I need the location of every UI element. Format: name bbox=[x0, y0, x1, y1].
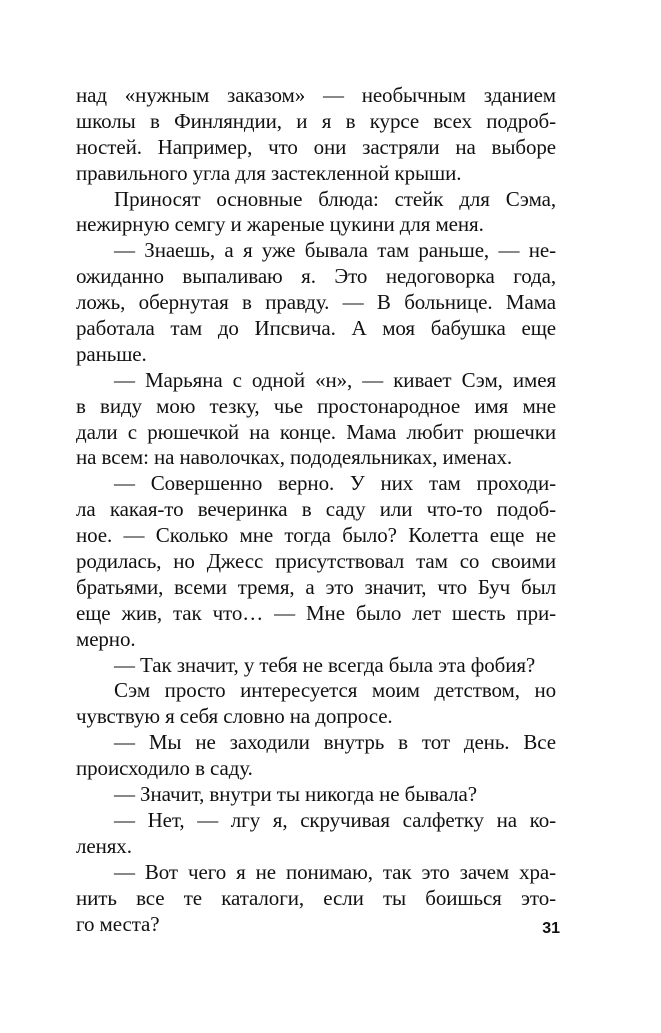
text-line: мерно. bbox=[76, 626, 136, 651]
text-line: ожиданно выпаливаю я. Это недоговорка года, bbox=[76, 264, 556, 289]
text-line: ное. — Сколько мне тогда было? Колетта еще не bbox=[76, 523, 556, 548]
text-line: на всем: на наволочках, пододеяльниках, именах. bbox=[76, 445, 513, 470]
text-line: — Так значит, у тебя не всегда была эта фобия? bbox=[114, 652, 536, 677]
text-line: правильного угла для застекленной крыши. bbox=[76, 160, 462, 185]
text-line: — Марьяна с одной «н», — кивает Сэм, имея bbox=[114, 367, 556, 392]
text-line: ла какая-то вечеринка в саду или что-то подоб- bbox=[76, 497, 556, 522]
text-line: нить все те каталоги, если ты боишься это- bbox=[76, 885, 556, 910]
text-line: — Значит, внутри ты никогда не бывала? bbox=[114, 782, 478, 807]
text-line: братьями, всеми тремя, а это значит, что Буч был bbox=[76, 574, 556, 599]
text-line: ностей. Например, что они застряли на выборе bbox=[76, 134, 556, 159]
page-number: 31 bbox=[542, 920, 560, 937]
text-line: чувствую я себя словно на допросе. bbox=[76, 704, 393, 729]
text-line: школы в Финляндии, и я в курсе всех подроб- bbox=[76, 108, 556, 133]
text-line: дали с рюшечкой на конце. Мама любит рюшечки bbox=[76, 419, 556, 444]
text-line: еще жив, так что… — Мне было лет шесть при- bbox=[76, 600, 556, 625]
text-line: раньше. bbox=[76, 341, 147, 366]
text-line: в виду мою тезку, чье простонародное имя мне bbox=[76, 393, 556, 418]
text-line: — Нет, — лгу я, скручивая салфетку на ко- bbox=[114, 807, 556, 832]
text-line: — Мы не заходили внутрь в тот день. Все bbox=[114, 730, 556, 755]
text-line: происходило в саду. bbox=[76, 756, 253, 781]
text-line: ленях. bbox=[76, 833, 132, 858]
text-line: над «нужным заказом» — необычным зданием bbox=[76, 83, 556, 107]
text-line: работала там до Ипсвича. А моя бабушка еще bbox=[76, 316, 556, 341]
text-line: Приносят основные блюда: стейк для Сэма, bbox=[114, 186, 556, 211]
text-line: — Совершенно верно. У них там проходи- bbox=[114, 471, 556, 496]
text-line: го места? bbox=[76, 911, 160, 936]
text-line: — Знаешь, а я уже бывала там раньше, — не- bbox=[114, 238, 556, 263]
text-line: нежирную семгу и жареные цукини для меня. bbox=[76, 212, 484, 237]
text-line: ложь, обернутая в правду. — В больнице. Мама bbox=[76, 290, 556, 315]
text-line: родилась, но Джесс присутствовал там со своими bbox=[76, 549, 556, 574]
page-text bbox=[76, 83, 556, 937]
text-line: Сэм просто интересуется моим детством, но bbox=[114, 678, 556, 703]
text-line: — Вот чего я не понимаю, так это зачем хра- bbox=[114, 859, 556, 884]
